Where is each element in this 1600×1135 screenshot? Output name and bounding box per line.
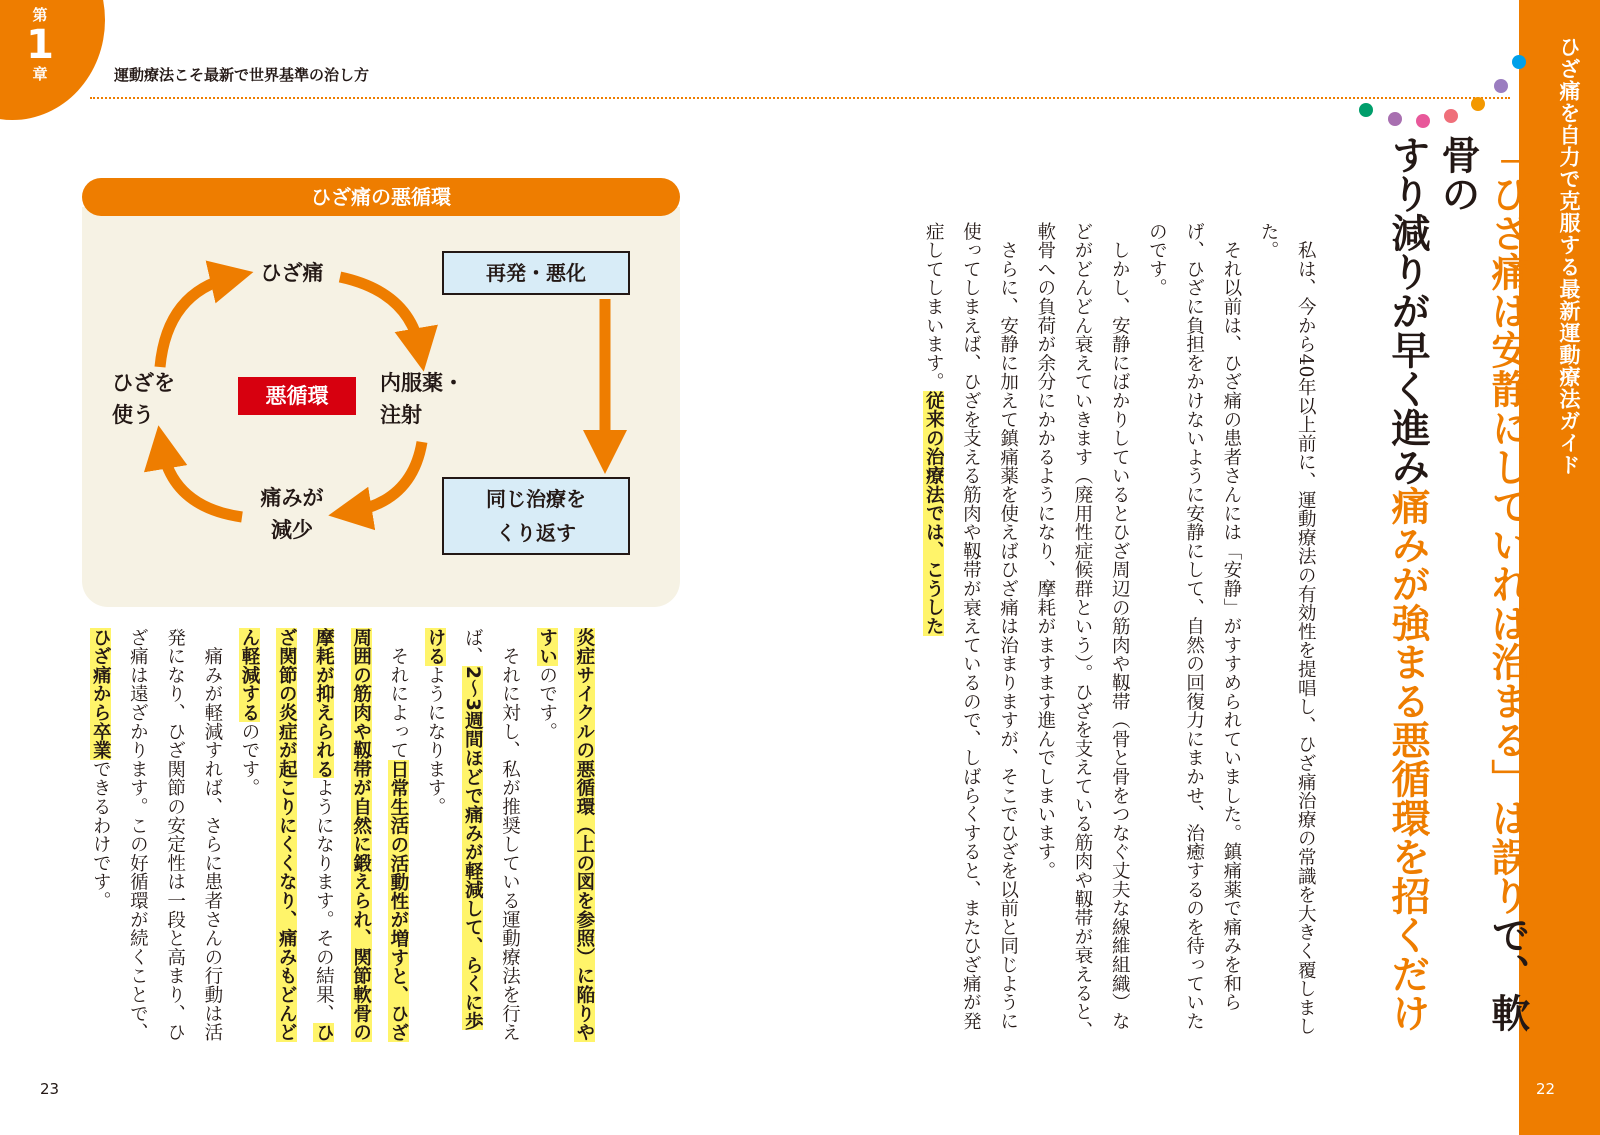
- paragraph: 私は、今から40年以上前に、運動療法の有効性を提唱し、ひざ痛治療の常識を大きく覆しました。: [1258, 222, 1317, 1036]
- body-text: 痛みが軽減すれば、さらに患者さんの行動は活発になり、ひざ関節の安定性は一段と高まり、ひざ痛は遠ざかります。この好循環が続くことで、: [127, 628, 223, 1042]
- body-text: のです。: [239, 722, 261, 798]
- dot-green: [1359, 103, 1373, 117]
- body-text: ようになります。: [425, 665, 447, 817]
- highlighted-text: ひざ関節の炎症が起こりにくくなり、痛みもどんどん軽減する: [239, 628, 335, 1042]
- headline-part-1: 「ひざ痛は安静にしていれば治まる」は誤り: [1485, 135, 1530, 915]
- highlighted-text: 炎症サイクルの悪循環（上の図を参照）に陥りやすい: [536, 628, 595, 1042]
- body-text: ようになります。その結果、: [313, 778, 335, 1023]
- box-relapse: 再発・悪化: [442, 251, 630, 295]
- highlighted-text: 日常生活の活動性が増すと、ひざ周囲の筋肉や靱帯が自然に鍛えられ、関節軟骨の摩耗が抑えられる: [313, 628, 409, 1042]
- headline: [1382, 135, 1532, 1035]
- chapter-title: 運動療法こそ最新で世界基準の治し方: [114, 66, 370, 84]
- diagram-panel: [82, 207, 680, 607]
- highlighted-text: ひざ痛から卒業: [90, 628, 112, 760]
- node-use-knee-2: 使う: [112, 403, 154, 427]
- headline-part-2: で、軟骨の: [1435, 135, 1530, 1032]
- body-text: できるわけです。: [90, 759, 112, 911]
- dot-orange: [1471, 97, 1485, 111]
- node-pain-decrease-2: 減少: [271, 518, 313, 542]
- body-text: のです。: [536, 665, 558, 741]
- paragraph: しかし、安静にばかりしているとひざ周辺の筋肉や靱帯（骨と骨をつなぐ丈夫な線維組織）などがどんどん衰えていきます（廃用性症候群という）。ひざを支えている筋肉や靱帯が衰えると、軟骨への負荷が余分にかかるようになり、摩耗がますます進んでしまいます。: [1034, 222, 1131, 1040]
- body-text: それによって: [387, 628, 409, 760]
- dot-coral: [1444, 109, 1458, 123]
- chapter-number: 1: [26, 22, 54, 68]
- vicious-cycle-badge: 悪循環: [238, 377, 356, 415]
- node-knee-pain: ひざ痛: [260, 261, 324, 285]
- header-divider: [90, 97, 1510, 99]
- box-repeat-line-2: くり返す: [496, 521, 576, 545]
- chapter-suffix: 章: [32, 65, 48, 83]
- page-number-left: 23: [40, 1080, 60, 1098]
- side-tab-title: ひざ痛を自力で克服する最新運動療法ガイド: [1557, 36, 1581, 476]
- node-medication-2: 注射: [380, 403, 422, 427]
- headline-part-4: 痛みが強まる悪循環を招くだけ: [1385, 486, 1430, 1032]
- node-pain-decrease-1: 痛みが: [260, 486, 324, 510]
- box-repeat-treatment: [442, 477, 630, 555]
- chapter-badge-text: [14, 8, 66, 82]
- dot-blue: [1512, 55, 1526, 69]
- dot-lavender: [1494, 79, 1508, 93]
- paragraph: さらに、安静に加えて鎮痛薬を使えばひざ痛は治まりますが、そこでひざを以前と同じように使ってしまえば、ひざを支える筋肉や靱帯が衰えているので、しばらくすると、またひざ痛が発症してしまいます。: [923, 222, 1019, 1031]
- node-medication-1: 内服薬・: [380, 371, 464, 395]
- body-text: それに対し、私が推奨している運動療法を行えば、: [462, 628, 521, 1042]
- page-number-right: 22: [1536, 1080, 1556, 1098]
- chapter-prefix: 第: [32, 6, 48, 24]
- left-page-body: [82, 628, 603, 1048]
- node-use-knee-1: ひざを: [112, 371, 175, 395]
- highlighted-text: 従来の治療法では、こうした: [923, 391, 945, 636]
- dot-purple: [1388, 112, 1402, 126]
- headline-part-3: すり減りが早く進み: [1385, 135, 1430, 486]
- paragraph: それ以前は、ひざ痛の患者さんには「安静」がすすめられていました。鎮痛薬で痛みを和らげ、ひざに負担をかけないように安静にして、自然の回復力にまかせ、治癒するのを待っていたのです。: [1146, 222, 1242, 1031]
- highlighted-text: 2〜3週間ほどで痛みが軽減して、らくに歩ける: [425, 628, 484, 1031]
- right-page-body: [915, 222, 1324, 1042]
- box-repeat-line-1: 同じ治療を: [486, 487, 586, 511]
- diagram-title: ひざ痛の悪循環: [82, 178, 680, 216]
- dot-pink: [1416, 114, 1430, 128]
